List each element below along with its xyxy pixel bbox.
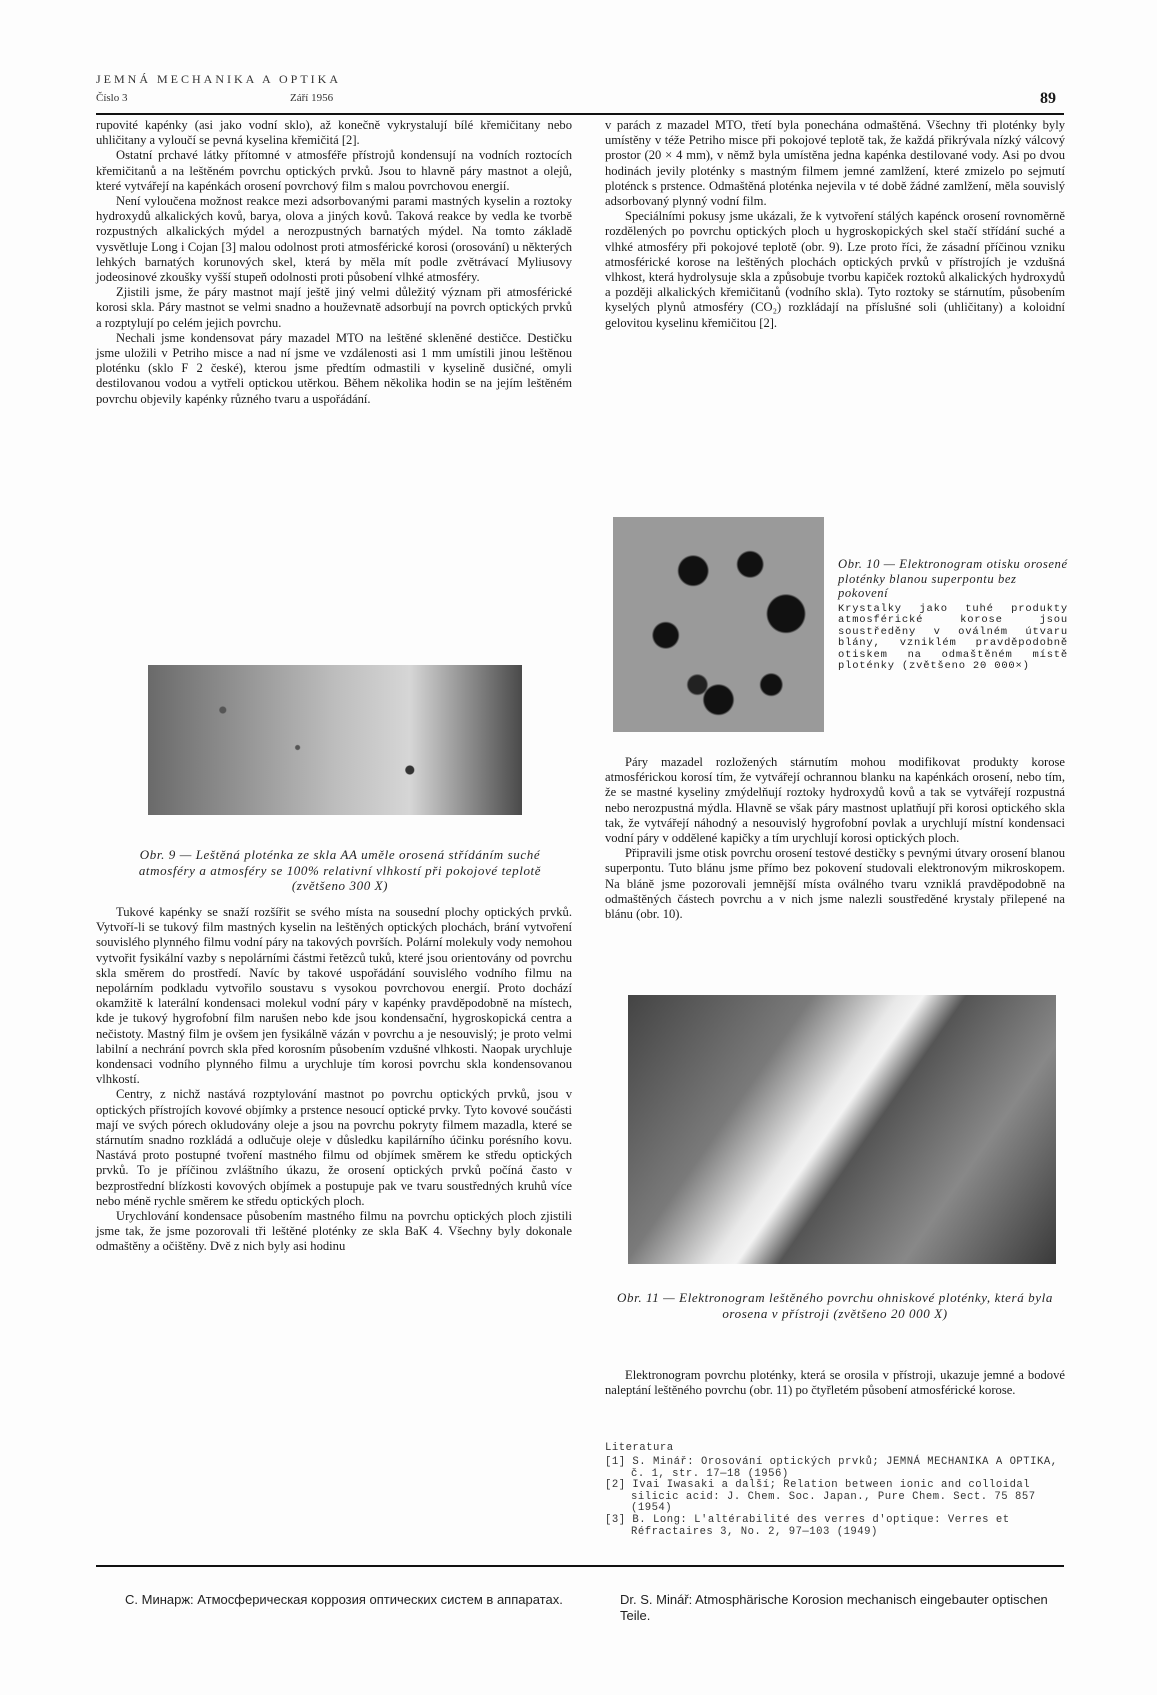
figure-11-caption: Obr. 11 — Elektronogram leštěného povrchu ohniskové ploténky, která byla orosena v přístroji (zvětšeno 20 000 X) — [617, 1290, 1053, 1321]
literature-heading: Literatura — [605, 1442, 674, 1454]
paragraph: rupovité kapénky (asi jako vodní sklo), až konečně vykrystalují bílé křemičitany nebo uhličitany a vyloučí se pevná kyselina křemičitá [2]. — [96, 118, 572, 148]
figure-10-caption — [838, 557, 1068, 673]
issue-number: Číslo 3 — [96, 92, 128, 104]
literature-list — [605, 1457, 1065, 1538]
paragraph: Speciálními pokusy jsme ukázali, že k vytvoření stálých kapénck orosení rovnoměrně rozdělených po povrchu optických ploch u hygroskopických skel stačí střídání suché a vlhké atmosféry při pokojové teplotě (obr. 9). Lze proto říci, že zásadní příčinou vzniku atmosférické korose na leštěných plochách optických prvků v přístrojích je vzdušná vlhkost, která hydrolysuje skla a způsobuje tvorbu kapiček roztoků alkalických hydroxydů a později alkalických křemičitanů (vodního skla). Tyto roztoky se stárnutím, působením kyselých plynů atmosféry (CO₂) rozkládají na příslušné soli (uhličitany) a koloidní gelovitou kyselinu křemičitou [2]. — [605, 209, 1065, 330]
right-column-middle — [605, 755, 1065, 922]
figure-9-caption: Obr. 9 — Leštěná ploténka ze skla AA uměle orosená střídáním suché atmosféry a atmosféry se 100% relativní vlhkostí při pokojové teplotě (zvětšeno 300 X) — [138, 847, 542, 893]
left-column-bottom — [96, 905, 572, 1255]
paragraph: Tukové kapénky se snaží rozšířit se svého místa na sousední plochy optických prvků. Vytvoří-li se tukový film mastných kyselin na leštěných optických plochách, brání vytvoření souvislého plynného filmu vodní páry na takových površích. Polární molekuly vody nemohou vytvořit fysikální vazby s nepolárními částmi řetězců tuků, které jsou orientovány od povrchu skla směrem do prostředí. Navíc by takové uspořádání souvislého vodního filmu na nepolárním podkladu vytvořilo soustavu s vysokou povrchovou energií. Proto dochází okamžitě k laterální kondensaci molekul vodní páry v kapénky pravděpodobně na místech, kde je tukový hygrofobní film narušen nebo kde jsou kondensační, hygroskopická centra a nečistoty. Mastný film je ovšem jen fysikálně vázán v povrchu a je nesouvislý; je proto velmi labilní a nechrání povrch skla před korosním působením vzdušné vlhkosti. Naopak urychluje kondensaci vodního plynného filmu a urychluje tím korosi povrchu skla kondensovanou vlhkostí. — [96, 905, 572, 1087]
paragraph: Nechali jsme kondensovat páry mazadel MTO na leštěné skleněné destičce. Destičku jsme uložili v Petriho misce a nad ní jsme ve vzdálenosti asi 1 mm umístili jinou leštěnou ploténku (sklo F 2 české), kterou jsme předtím odmastili v kyselině dusičné, omyli destilovanou vodou a vytřeli optickou utěrkou. Během několika hodin se na jejím leštěném povrchu objevily kapénky různého tvaru a uspořádání. — [96, 330, 572, 406]
issue-date: Září 1956 — [290, 92, 334, 104]
right-column-bottom — [605, 1368, 1065, 1398]
journal-title: JEMNÁ MECHANIKA A OPTIKA — [96, 72, 342, 86]
paragraph: v parách z mazadel MTO, třetí byla ponechána odmaštěná. Všechny tři ploténky byly umístěny v téže Petriho misce při pokojové teplotě tak, že každá přikrývala nízký válcový prostor (20 × 4 mm), v němž byla umístěna jedna kapénka destilované vody. Asi po dvou hodinách jevily ploténky s mastným filmem jemné zamlžení, které zmizelo po sejmutí ploténck s prstence. Odmaštěná ploténka nejevila v té době žádné zamlžení, měla souvislý adsorbovaný plynný vodní film. — [605, 118, 1065, 209]
left-column-top — [96, 118, 572, 407]
russian-summary: С. Минарж: Атмосферическая коррозия оптических систем в аппаратах. — [125, 1592, 563, 1607]
figure-11-electron-micrograph — [628, 995, 1056, 1264]
paragraph: Ostatní prchavé látky přítomné v atmosféře přístrojů kondensují na vodních roztocích křemičitanů a na leštěném povrchu optických prvků. Jsou to hlavně páry mastnot a olejů, které vytvářejí na kapénkách orosení povrchový film s malou povrchovou energií. — [96, 148, 572, 193]
figure-10-electron-micrograph — [613, 517, 824, 732]
reference-item: [2] Ivai Iwasaki a další; Relation between ionic and colloidal silicic acid: J. Chem. Soc. Japan., Pure Chem. Sect. 75 857 (1954) — [605, 1479, 1036, 1515]
figure-9-micrograph — [148, 665, 522, 815]
page-number: 89 — [1040, 90, 1056, 107]
footer-rule — [96, 1565, 1064, 1567]
paragraph: Připravili jsme otisk povrchu orosení testové destičky s pevnými útvary orosení blanou superpontu. Tuto blánu jsme přímo bez pokovení studovali elektronovým mikroskopem. Na bláně jsme pozorovali jemnější místa oválného tvaru vzniklá pravděpodobně na odmaštěných částech povrchu a v nich jsme nalezli soustředěné krystaly přilepené na blánu (obr. 10). — [605, 846, 1065, 922]
right-column-top — [605, 118, 1065, 331]
header-rule — [96, 113, 1064, 115]
figure-10-caption-title: Obr. 10 — Elektronogram otisku orosené ploténky blanou superpontu bez pokovení — [838, 557, 1068, 600]
reference-item: [3] B. Long: L'altérabilité des verres d'optique: Verres et Réfractaires 3, No. 2, 97—103 (1949) — [605, 1513, 1010, 1538]
reference-item: [1] S. Minář: Orosování optických prvků; JEMNÁ MECHANIKA A OPTIKA, č. 1, str. 17—18 (1956) — [605, 1456, 1058, 1480]
paragraph: Urychlování kondensace působením mastného filmu na povrchu optických ploch zjistili jsme tak, že jsme pozorovali tři leštěné ploténky ze skla BaK 4. Všechny byly dokonale odmaštěny a očištěny. Dvě z nich byly asi hodinu — [96, 1209, 572, 1254]
paragraph: Elektronogram povrchu ploténky, která se orosila v přístroji, ukazuje jemné a bodové naleptání leštěného povrchu (obr. 11) po čtyřletém působení atmosférické korose. — [605, 1368, 1065, 1398]
figure-10-caption-description: Krystalky jako tuhé produkty atmosférické korose jsou soustředěny v oválném útvaru blány, vzniklém pravděpodobně otiskem na odmaštěném místě ploténky (zvětšeno 20 000×) — [838, 602, 1068, 672]
german-summary: Dr. S. Minář: Atmosphärische Korosion mechanisch eingebauter optischen Teile. — [620, 1592, 1048, 1623]
paragraph: Zjistili jsme, že páry mastnot mají ještě jiný velmi důležitý význam při atmosférické korosi skla. Páry mastnot se velmi snadno a houževnatě adsorbují na povrch optických prvků a rozptylují po celém jejich povrchu. — [96, 285, 572, 330]
paragraph: Centry, z nichž nastává rozptylování mastnot po povrchu optických prvků, jsou v optických přístrojích kovové objímky a prstence nesoucí optické prvky. Tyto kovové součásti mají ve svých pórech okludovány oleje a jsou na povrchu pokryty filmem mazadla, které se stárnutím snadno rozkládá a odlučuje oleje v důsledku kapilárního účinku porésního kovu. Nastává proto postupné tvoření mastného filmu od objímek směrem ke středu optických prvků. To je příčinou zvláštního úkazu, že orosení optických prvků počíná často v bezprostřední blízkosti kovových objímek a postupuje pak ve tvaru soustředných kruhů více nebo méně rychle směrem ke středu optických ploch. — [96, 1087, 572, 1208]
paragraph: Není vyloučena možnost reakce mezi adsorbovanými parami mastných kyselin a roztoky hydroxydů alkalických kovů, barya, olova a jiných kovů. Taková reakce by vedla ke tvorbě rozpustných alkalických mýdel a nerozpustných barnatých mýdel. Na tomto základě vysvětluje Long i Cojan [3] malou odolnost proti atmosférické korosi (orosování) u některých lehkých barnatých korunových skel, která by měla mít podle zvětrávací Myliusovy jodeosinové zkoušky vyšší stupeň odolnosti proti působení vlhké atmosféry. — [96, 194, 572, 285]
paragraph: Páry mazadel rozložených stárnutím mohou modifikovat produkty korose atmosférickou korosí tím, že vytvářejí ochrannou blanku na kapénkách orosení, nebo tím, že se mastné kyseliny zmýdelňují roztoky hydroxydů kovů a tak se vytvářejí rozpustná nebo nerozpustná mýdla. Hlavně se však páry mastnost uplatňují při korosi optického skla tak, že vytvářejí náhodný a nesouvislý hygrofobní povlak a urychlují místní kondensaci vodní páry v oddělené kapičky a tím urychlují korosi optických ploch. — [605, 755, 1065, 846]
